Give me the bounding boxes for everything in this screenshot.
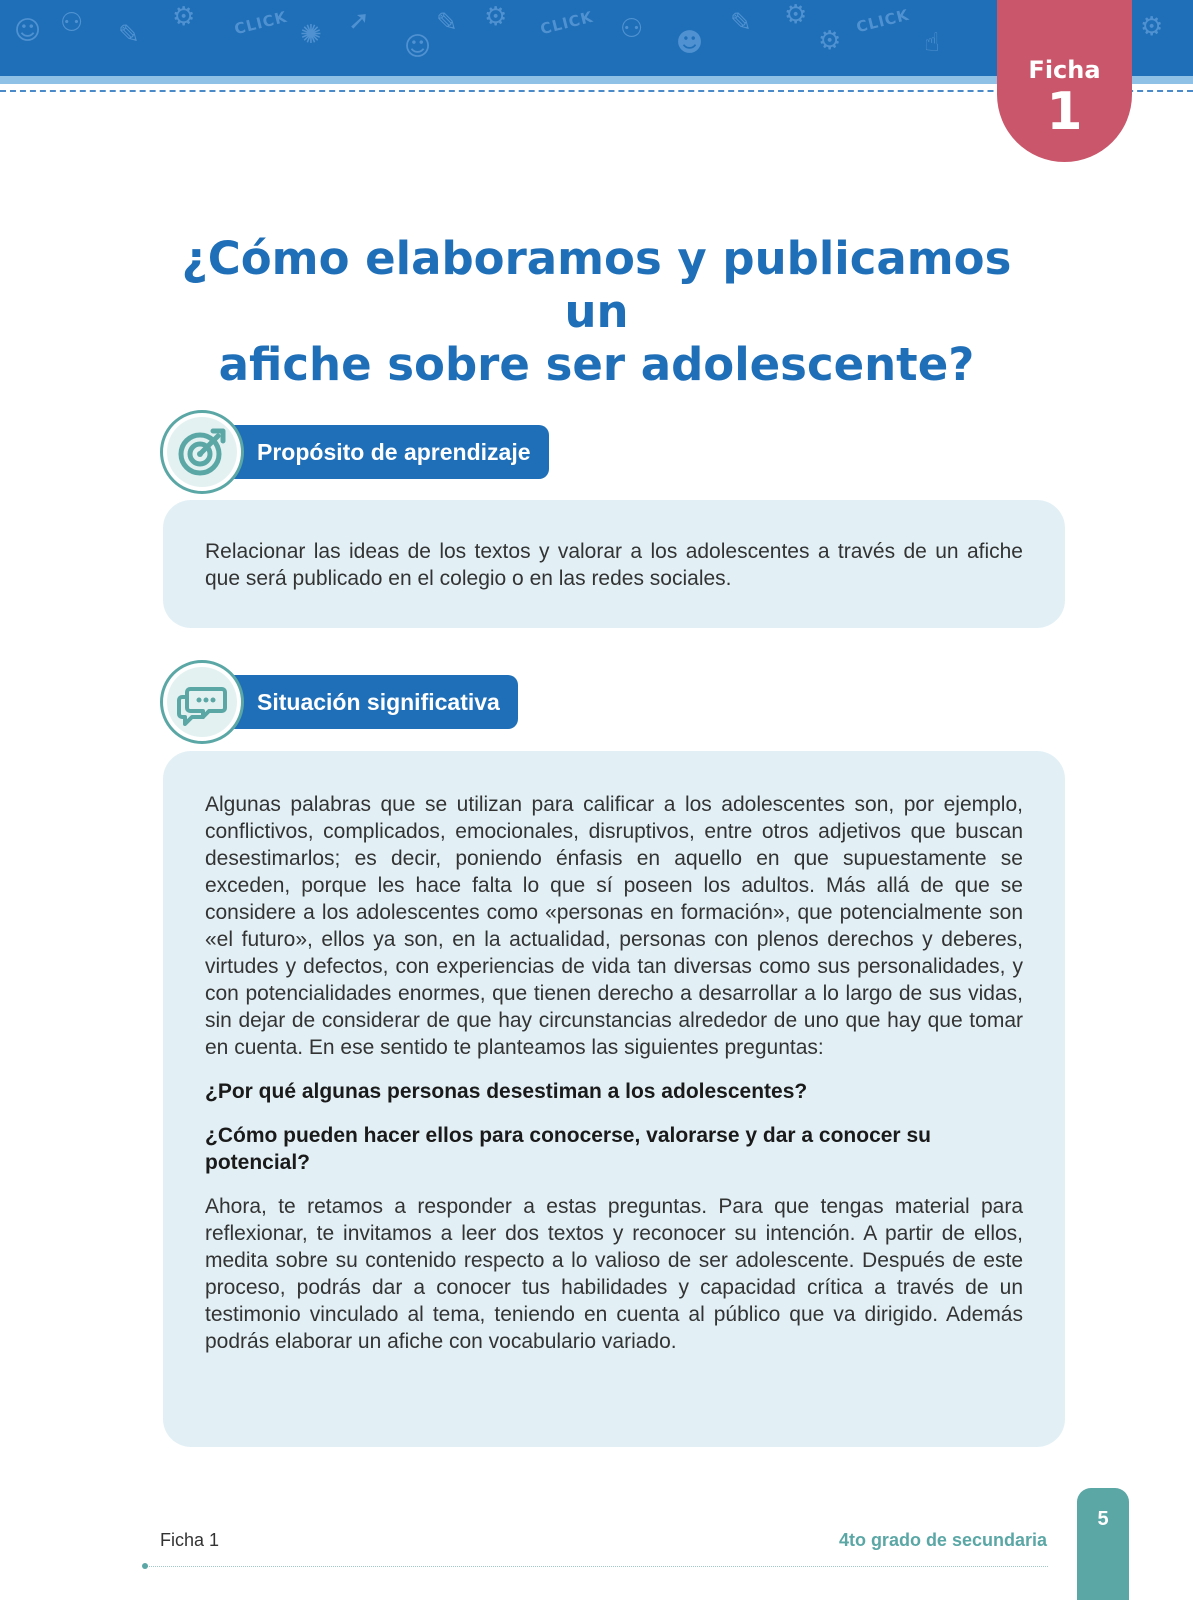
page-title	[150, 232, 1043, 391]
gear-icon: ⚙	[818, 26, 842, 56]
gear-icon: ⚙	[484, 2, 508, 32]
footer-grade-label: 4to grado de secundaria	[838, 1530, 1047, 1550]
situacion-box	[163, 751, 1065, 1447]
people-icon: ☺	[14, 16, 42, 46]
ficha-number: 1	[1046, 82, 1083, 142]
people-icon: ⚇	[620, 14, 644, 44]
ficha-tab	[997, 0, 1132, 162]
hand-pointer-icon: ☝	[924, 28, 940, 58]
banner-click-word: CLICK	[538, 7, 596, 39]
footer-ficha-label: Ficha 1	[160, 1530, 220, 1550]
proposito-box	[163, 500, 1065, 628]
situacion-heading: Situación significativa	[200, 675, 518, 729]
target-icon	[160, 410, 244, 494]
arrow-icon: ➚	[348, 6, 370, 36]
page-number: 5	[1097, 1508, 1109, 1530]
smiley-icon: ☺	[404, 32, 432, 62]
page-number-tab	[1077, 1488, 1129, 1600]
banner-click-word: CLICK	[854, 5, 912, 37]
proposito-heading: Propósito de aprendizaje	[200, 425, 549, 479]
gear-icon: ⚙	[1140, 12, 1164, 42]
gear-icon: ⚙	[172, 2, 196, 32]
gear-icon: ⚙	[784, 0, 808, 30]
footer-divider	[146, 1566, 1048, 1567]
person-icon: ⚇	[60, 8, 84, 38]
ficha-label: Ficha	[1028, 56, 1101, 84]
situacion-question-1: ¿Por qué algunas personas desestiman a los adolescentes?	[205, 1080, 808, 1103]
page-title-line1: ¿Cómo elaboramos y publicamos un	[181, 232, 1012, 338]
proposito-text: Relacionar las ideas de los textos y valorar a los adolescentes a través de un afiche que será publicado en el colegio o en las redes sociales.	[205, 540, 1023, 590]
chat-bubbles-icon	[160, 660, 244, 744]
pencil-icon: ✎	[436, 8, 458, 38]
situacion-question-2: ¿Cómo pueden hacer ellos para conocerse, valorarse y dar a conocer su potencial?	[205, 1124, 931, 1174]
pencil-icon: ✎	[118, 20, 140, 50]
footer-dot	[142, 1563, 148, 1569]
banner-click-word: CLICK	[232, 7, 290, 39]
page-title-line2: afiche sobre ser adolescente?	[218, 338, 975, 391]
person-icon: ☻	[676, 28, 704, 58]
situacion-paragraph-1: Algunas palabras que se utilizan para calificar a los adolescentes son, por ejemplo, conflictivos, complicados, emocionales, disruptivos, entre otros adjetivos que buscan desestimarlos; es decir, poniendo énfasis en aquello en que supuestamente se exceden, porque les hace falta lo que sí poseen los adultos. Más allá de que se considere a los adolescentes como «personas en formación», que potencialmente son «el futuro», ellos ya son, en la actualidad, personas con plenos derechos y deberes, virtudes y defectos, con experiencias de vida tan diversas como sus personalidades, y con potencialidades enormes, que tienen derecho a desarrollar a lo largo de sus vidas, sin dejar de considerar de que hay circunstancias alrededor de uno que hay que tomar en cuenta. En ese sentido te planteamos las siguientes preguntas:	[205, 793, 1023, 1059]
pencil-icon: ✎	[730, 8, 752, 38]
lightbulb-icon: ✺	[300, 20, 322, 50]
situacion-paragraph-2: Ahora, te retamos a responder a estas preguntas. Para que tengas material para reflexionar, te invitamos a leer dos textos y reconocer su intención. A partir de ellos, medita sobre su contenido respecto a lo valioso de ser adolescente. Después de este proceso, podrás dar a conocer tus habilidades y capacidad crítica a través de un testimonio vinculado al tema, teniendo en cuenta al público que va dirigido. Además podrás elaborar un afiche con vocabulario variado.	[205, 1195, 1023, 1353]
